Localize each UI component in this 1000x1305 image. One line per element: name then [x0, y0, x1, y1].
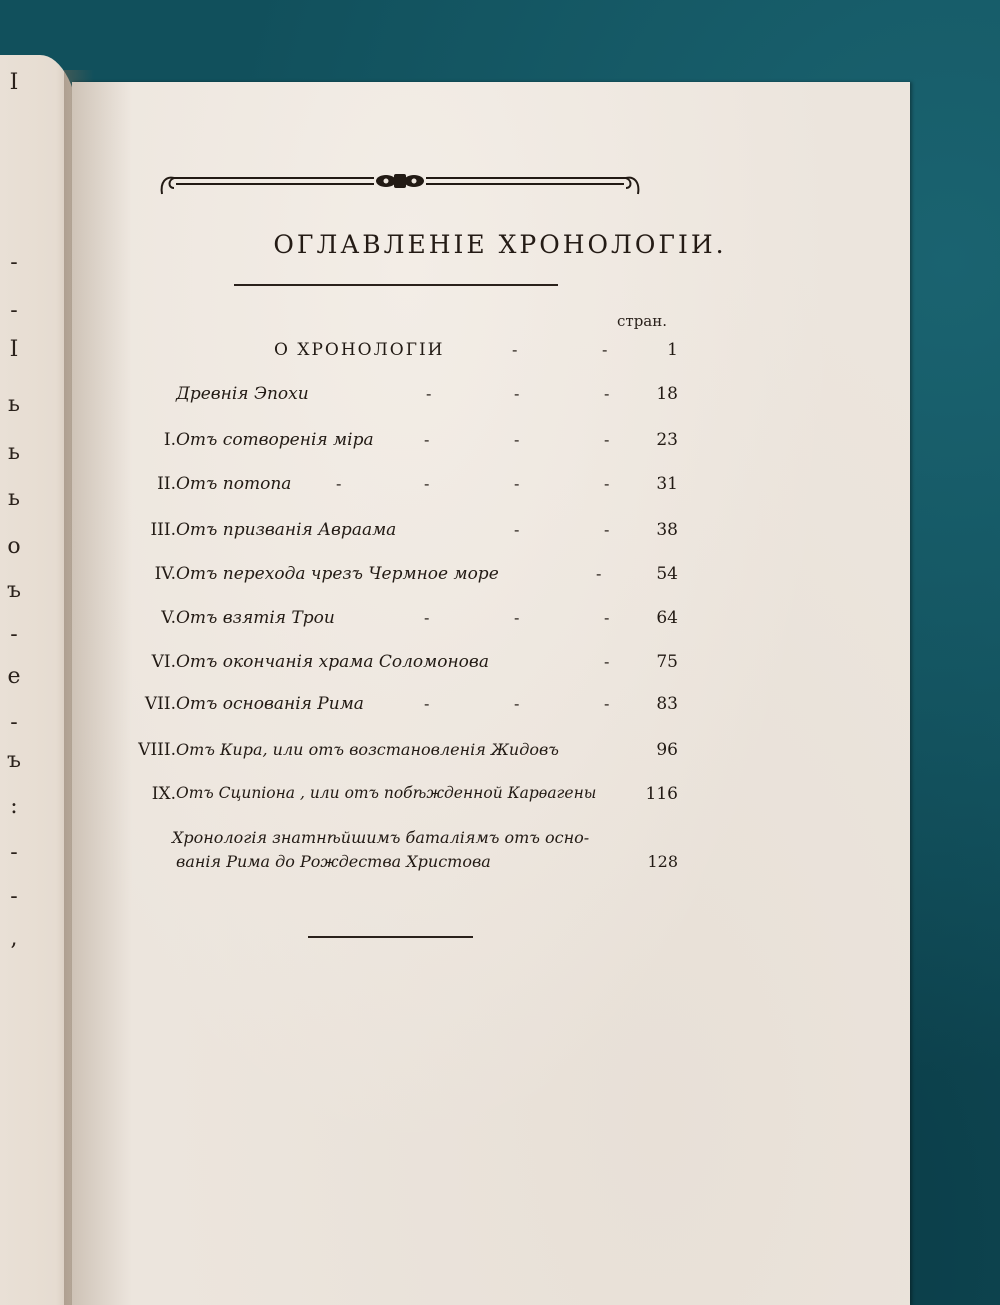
- toc-entry-number: VIII.: [138, 740, 176, 760]
- leader-dash: -: [514, 474, 520, 493]
- toc-entry-title: Отъ основанія Рима: [176, 694, 364, 714]
- toc-entry-number: VII.: [144, 694, 176, 714]
- leader-dash: -: [512, 340, 518, 359]
- toc-entry-number: I.: [163, 430, 176, 450]
- leader-dash: -: [604, 430, 610, 449]
- margin-char: -: [10, 710, 18, 735]
- margin-char: о: [7, 534, 21, 559]
- leader-dash: -: [514, 520, 520, 539]
- margin-char: -: [10, 622, 18, 647]
- margin-char: I: [9, 70, 19, 95]
- toc-entry-page: 31: [656, 474, 678, 494]
- bottom-rule: [308, 936, 473, 938]
- toc-entry-title: Отъ взятія Трои: [176, 608, 335, 628]
- toc-entry-page: 23: [656, 430, 678, 450]
- toc-entry-number: III.: [150, 520, 176, 540]
- toc-entry-page: 54: [656, 564, 678, 584]
- margin-char: -: [10, 250, 18, 275]
- leader-dash: -: [424, 608, 430, 627]
- toc-entry: [0, 564, 1000, 594]
- leader-dash: -: [602, 340, 608, 359]
- toc-entry: [0, 694, 1000, 724]
- leader-dash: -: [604, 384, 610, 403]
- toc-entry: [0, 384, 1000, 414]
- leader-dash: -: [426, 384, 432, 403]
- title-rule: [234, 284, 558, 286]
- toc-entry-title: О ХРОНОЛОГIИ: [274, 340, 445, 360]
- toc-entry: [0, 608, 1000, 638]
- margin-char: ь: [8, 392, 20, 417]
- margin-char: -: [10, 884, 18, 909]
- toc-entry-title-line1: Хронологія знатнѣйшимъ баталіямъ отъ осно-: [172, 828, 590, 847]
- toc-entry-title: Отъ Кира, или отъ возстановленія Жидовъ: [176, 740, 559, 759]
- leader-dash: -: [336, 474, 342, 493]
- toc-entry-title-line2: ванія Рима до Рождества Христова: [176, 852, 491, 871]
- margin-char: е: [7, 664, 21, 689]
- toc-entry-title: Отъ Сципіона , или отъ побѣжденной Карѳагены: [176, 784, 597, 802]
- toc-entry-main: [0, 340, 1000, 370]
- toc-entry: [0, 740, 1000, 770]
- toc-entry-number: IV.: [154, 564, 176, 584]
- leader-dash: -: [604, 608, 610, 627]
- ornament-headpiece: [158, 164, 642, 198]
- toc-entry: [0, 652, 1000, 682]
- margin-char: I: [9, 337, 19, 362]
- toc-entry-title: Отъ призванія Авраама: [176, 520, 397, 540]
- toc-entry-title: Отъ потопа: [176, 474, 292, 494]
- toc-entry-title: Отъ сотворенія міра: [176, 430, 374, 450]
- margin-char: -: [10, 840, 18, 865]
- leader-dash: -: [604, 652, 610, 671]
- toc-entry-page: 18: [656, 384, 678, 404]
- margin-char: ъ: [7, 748, 21, 773]
- leader-dash: -: [424, 474, 430, 493]
- toc-entry-page: 116: [645, 784, 678, 804]
- toc-entry-page: 128: [647, 852, 678, 871]
- leader-dash: -: [604, 474, 610, 493]
- margin-char: ь: [8, 440, 20, 465]
- toc-entry-page: 83: [656, 694, 678, 714]
- margin-char: :: [10, 794, 18, 819]
- leader-dash: -: [596, 564, 602, 583]
- leader-dash: -: [424, 694, 430, 713]
- leader-dash: -: [514, 608, 520, 627]
- margin-char: -: [10, 298, 18, 323]
- leader-dash: -: [514, 384, 520, 403]
- toc-entry: [0, 430, 1000, 460]
- toc-entry-page: 64: [656, 608, 678, 628]
- margin-char: ,: [10, 926, 18, 951]
- margin-char: ь: [8, 486, 20, 511]
- toc-entry-number: II.: [157, 474, 176, 494]
- pages-column-label: стран.: [617, 312, 668, 330]
- toc-entry-page: 96: [656, 740, 678, 760]
- toc-entry-page: 1: [667, 340, 678, 360]
- leader-dash: -: [424, 430, 430, 449]
- toc-entry: [0, 520, 1000, 550]
- toc-entry-title: Отъ окончанія храма Соломонова: [176, 652, 489, 672]
- leader-dash: -: [604, 694, 610, 713]
- toc-entry-number: V.: [161, 608, 176, 628]
- toc-title: ОГЛАВЛЕНIЕ ХРОНОЛОГIИ.: [273, 230, 727, 259]
- toc-entry-page: 75: [656, 652, 678, 672]
- leader-dash: -: [514, 694, 520, 713]
- toc-entry-page: 38: [656, 520, 678, 540]
- leader-dash: -: [604, 520, 610, 539]
- toc-entry-last: [172, 826, 692, 874]
- leader-dash: -: [514, 430, 520, 449]
- margin-char: ъ: [7, 578, 21, 603]
- toc-entry-title: Древнія Эпохи: [176, 384, 309, 404]
- toc-entry-number: VI.: [151, 652, 176, 672]
- toc-entry-number: IX.: [151, 784, 176, 804]
- toc-entry: [0, 784, 1000, 814]
- toc-entry: [0, 474, 1000, 504]
- toc-entry-title: Отъ перехода чрезъ Чермное море: [176, 564, 499, 584]
